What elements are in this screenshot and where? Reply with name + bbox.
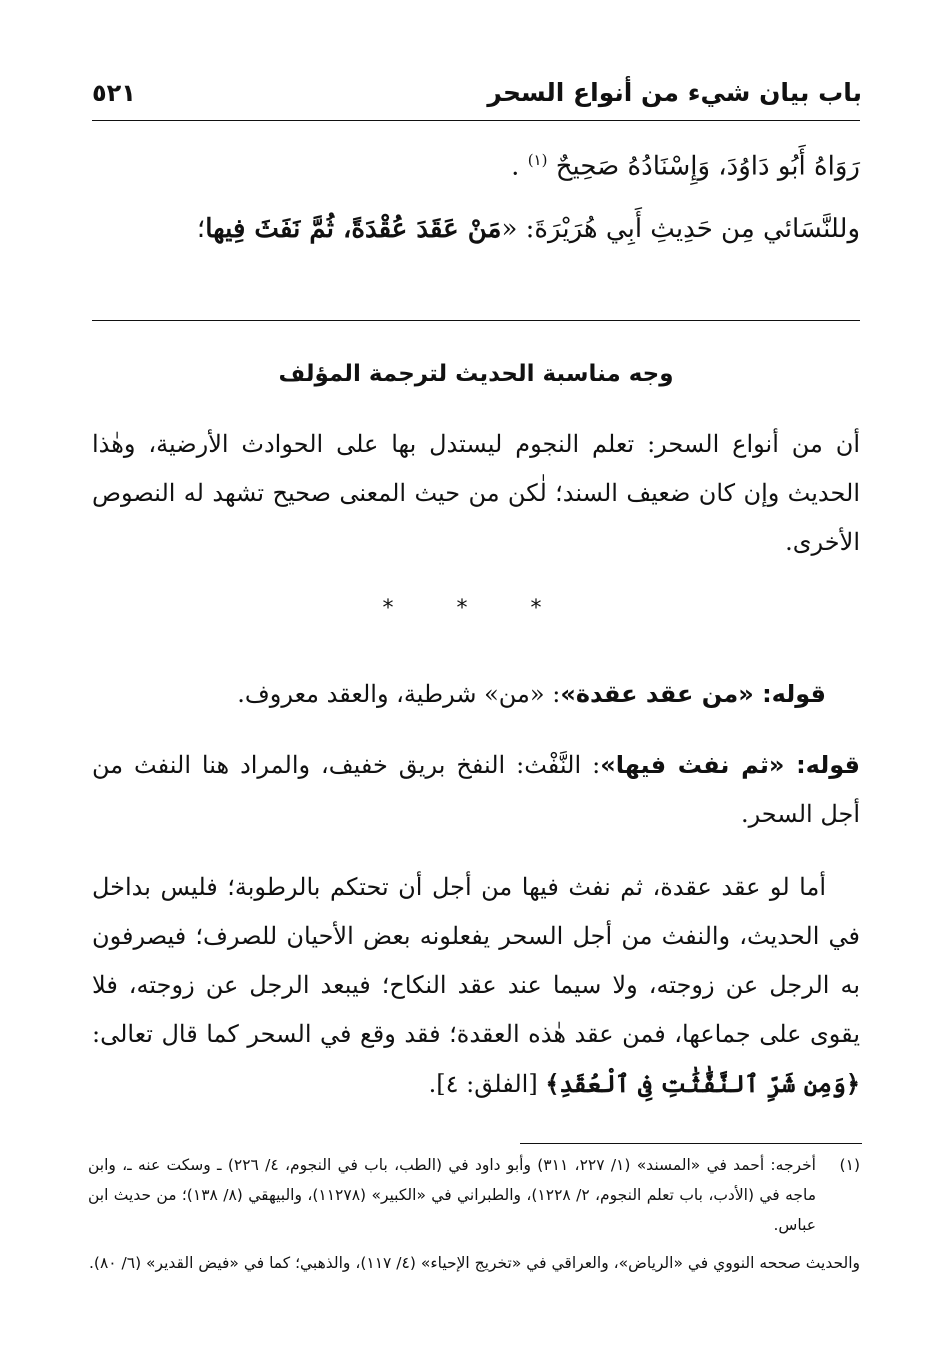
hadith-nasai-intro: وللنَّسَائي مِن حَدِيثِ أَبِي هُرَيْرَةَ: « bbox=[501, 213, 860, 244]
hadith-line-1 bbox=[92, 138, 860, 189]
hadith-text-bold: مَنْ عَقَدَ عُقْدَةً، ثُمَّ نَفَثَ فِيها bbox=[205, 213, 502, 244]
header-divider bbox=[92, 120, 860, 121]
page-header bbox=[92, 62, 862, 110]
commentary-text-1: : «من» شرطية، والعقد معروف. bbox=[237, 680, 561, 708]
hadith-line-2 bbox=[92, 207, 860, 251]
hadith-line-1-end: . bbox=[511, 151, 520, 182]
separator-stars: * * * bbox=[382, 596, 570, 621]
quran-verse: ﴿وَمِن شَرِّ ٱلنَّفَّٰثَٰتِ فِى ٱلْعُقَدِ﴾ bbox=[545, 1069, 860, 1098]
section-heading: وجه مناسبة الحديث لترجمة المؤلف bbox=[278, 361, 674, 387]
commentary-text-3: أما لو عقد عقدة، ثم نفث فيها من أجل أن تحتكم بالرطوبة؛ فليس بداخل في الحديث، والنفث من أجل السحر يفعلونه بعض الأحيان للصرف؛ فيصرفون به الرجل عن زوجته، ولا سيما عند عقد النكاح؛ فيبعد الرجل عن زوجته، فلا يقوى على جماعها، فمن عقد هٰذه العقدة؛ فقد وقع في السحر كما قال تعالى: bbox=[92, 873, 860, 1048]
section-body: أن من أنواع السحر: تعلم النجوم ليستدل بها على الحوادث الأرضية، وهٰذا الحديث وإن كان ضعيف السند؛ لٰكن من حيث المعنى صحيح تشهد له النصوص الأخرى. bbox=[92, 430, 860, 556]
commentary-text-2: : النَّفْث: النفخ بريق خفيف، والمراد هنا النفث من أجل السحر. bbox=[92, 751, 860, 828]
footnote-1 bbox=[88, 1150, 860, 1240]
footnote-continuation: والحديث صححه النووي في «الرياض»، والعراقي في «تخريج الإحياء» (٤/ ١١٧)، والذهبي؛ كما في «فيض القدير» (٦/ ٨٠). bbox=[88, 1254, 860, 1272]
footnotes bbox=[88, 1150, 860, 1278]
quran-reference: [الفلق: ٤]. bbox=[428, 1070, 546, 1098]
commentary-label-2: قوله: «ثم نفث فيها» bbox=[600, 751, 860, 779]
commentary-block bbox=[92, 670, 860, 1109]
page-number: ٥٢١ bbox=[92, 79, 136, 107]
hadith-block bbox=[92, 138, 860, 251]
commentary-label-1: قوله: «من عقد عقدة» bbox=[560, 680, 826, 708]
section-body-block bbox=[92, 420, 860, 567]
hadith-line-2-end: ؛ bbox=[196, 213, 206, 244]
footnote-reference: (١) bbox=[527, 151, 548, 169]
running-title: باب بيان شيء من أنواع السحر bbox=[487, 78, 862, 107]
commentary-paragraph-3 bbox=[92, 863, 860, 1109]
commentary-paragraph-2 bbox=[92, 741, 860, 839]
footnote-divider bbox=[520, 1143, 862, 1144]
footnote-number: (١) bbox=[839, 1156, 860, 1174]
commentary-paragraph-1 bbox=[92, 670, 860, 719]
section-divider bbox=[92, 320, 860, 321]
footnote-text: أخرجه: أحمد في «المسند» (١/ ٢٢٧، ٣١١) وأبو داود في (الطب، باب في النجوم، ٤/ ٢٢٦) ـ وسكت عنه ـ، وابن ماجه في (الأدب، باب تعلم النجوم، ٢/ ١٢٢٨)، والطبراني في «الكبير» (١١٢٧٨)، والبيهقي (٨/ ١٣٨)؛ من حديث ابن عباس. bbox=[88, 1156, 817, 1234]
hadith-narration: رَوَاهُ أَبُو دَاوُدَ، وَإِسْنَادُهُ صَحِيحٌ bbox=[555, 151, 860, 182]
